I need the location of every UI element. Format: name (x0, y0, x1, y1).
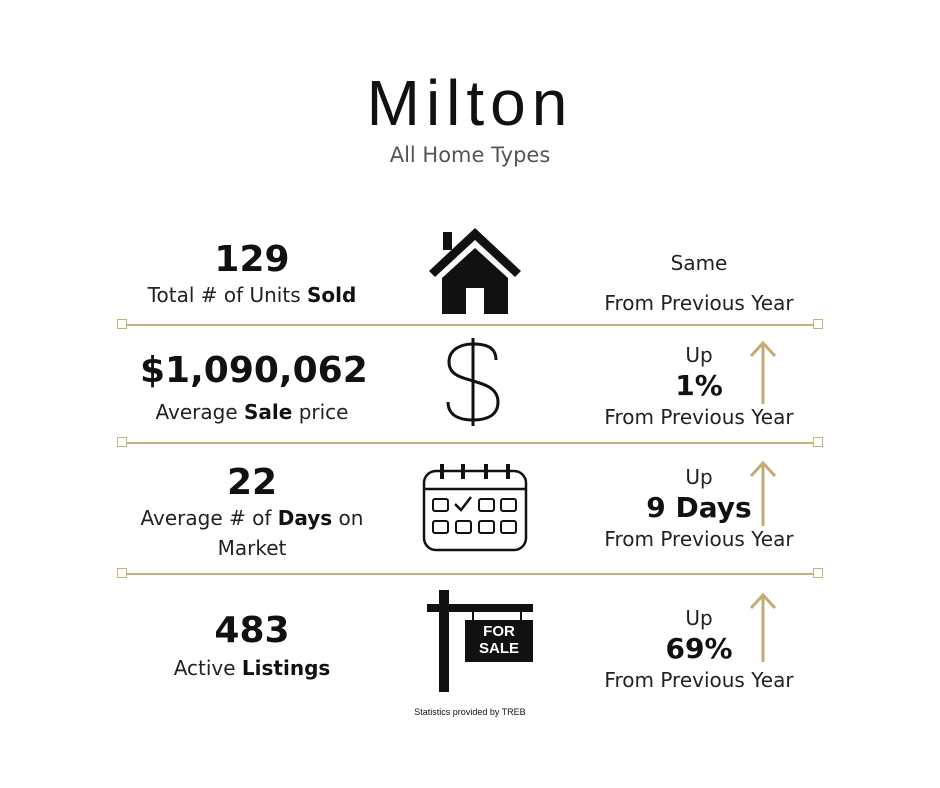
change-sale-price (586, 340, 812, 432)
stat-value: 129 (214, 239, 290, 280)
stat-active-listings (140, 611, 364, 683)
up-arrow-icon (748, 460, 778, 526)
stat-label: Active Listings (173, 656, 331, 680)
change-value: 9 Days (646, 491, 752, 524)
page-title: Milton (366, 67, 574, 139)
change-value: 69% (665, 632, 733, 665)
for-sale-sign-text: FOR SALE (478, 623, 519, 657)
stat-sale-price (140, 350, 368, 427)
change-value: 1% (675, 369, 723, 402)
dollar-icon (440, 336, 506, 428)
change-direction: Up (685, 606, 713, 630)
calendar-icon (420, 461, 530, 553)
stat-units-sold (140, 240, 364, 310)
change-direction: Up (685, 465, 713, 489)
stat-label: Total # of Units Sold (147, 283, 357, 307)
change-note: From Previous Year (604, 291, 794, 315)
change-direction: Same (670, 251, 728, 275)
source-footnote: Statistics provided by TREB (414, 707, 526, 717)
stat-value: $1,090,062 (140, 350, 368, 391)
page-subtitle: All Home Types (389, 143, 551, 167)
for-sale-sign-icon (425, 588, 535, 692)
stat-days-on-market (140, 463, 364, 563)
house-icon (428, 226, 522, 316)
change-note: From Previous Year (604, 405, 794, 429)
up-arrow-icon (748, 592, 778, 662)
up-arrow-icon (748, 340, 778, 404)
change-direction: Up (685, 343, 713, 367)
change-note: From Previous Year (604, 668, 794, 692)
change-days-on-market (586, 462, 812, 554)
divider (117, 436, 823, 450)
change-note: From Previous Year (604, 527, 794, 551)
stat-label: Average Sale price (155, 400, 349, 424)
change-active-listings (586, 603, 812, 695)
divider (117, 567, 823, 581)
stat-label: Average # of Days on Market (140, 506, 364, 560)
stat-value: 22 (226, 462, 278, 503)
stat-value: 483 (214, 610, 290, 651)
divider (117, 318, 823, 332)
change-units-sold (586, 248, 812, 318)
